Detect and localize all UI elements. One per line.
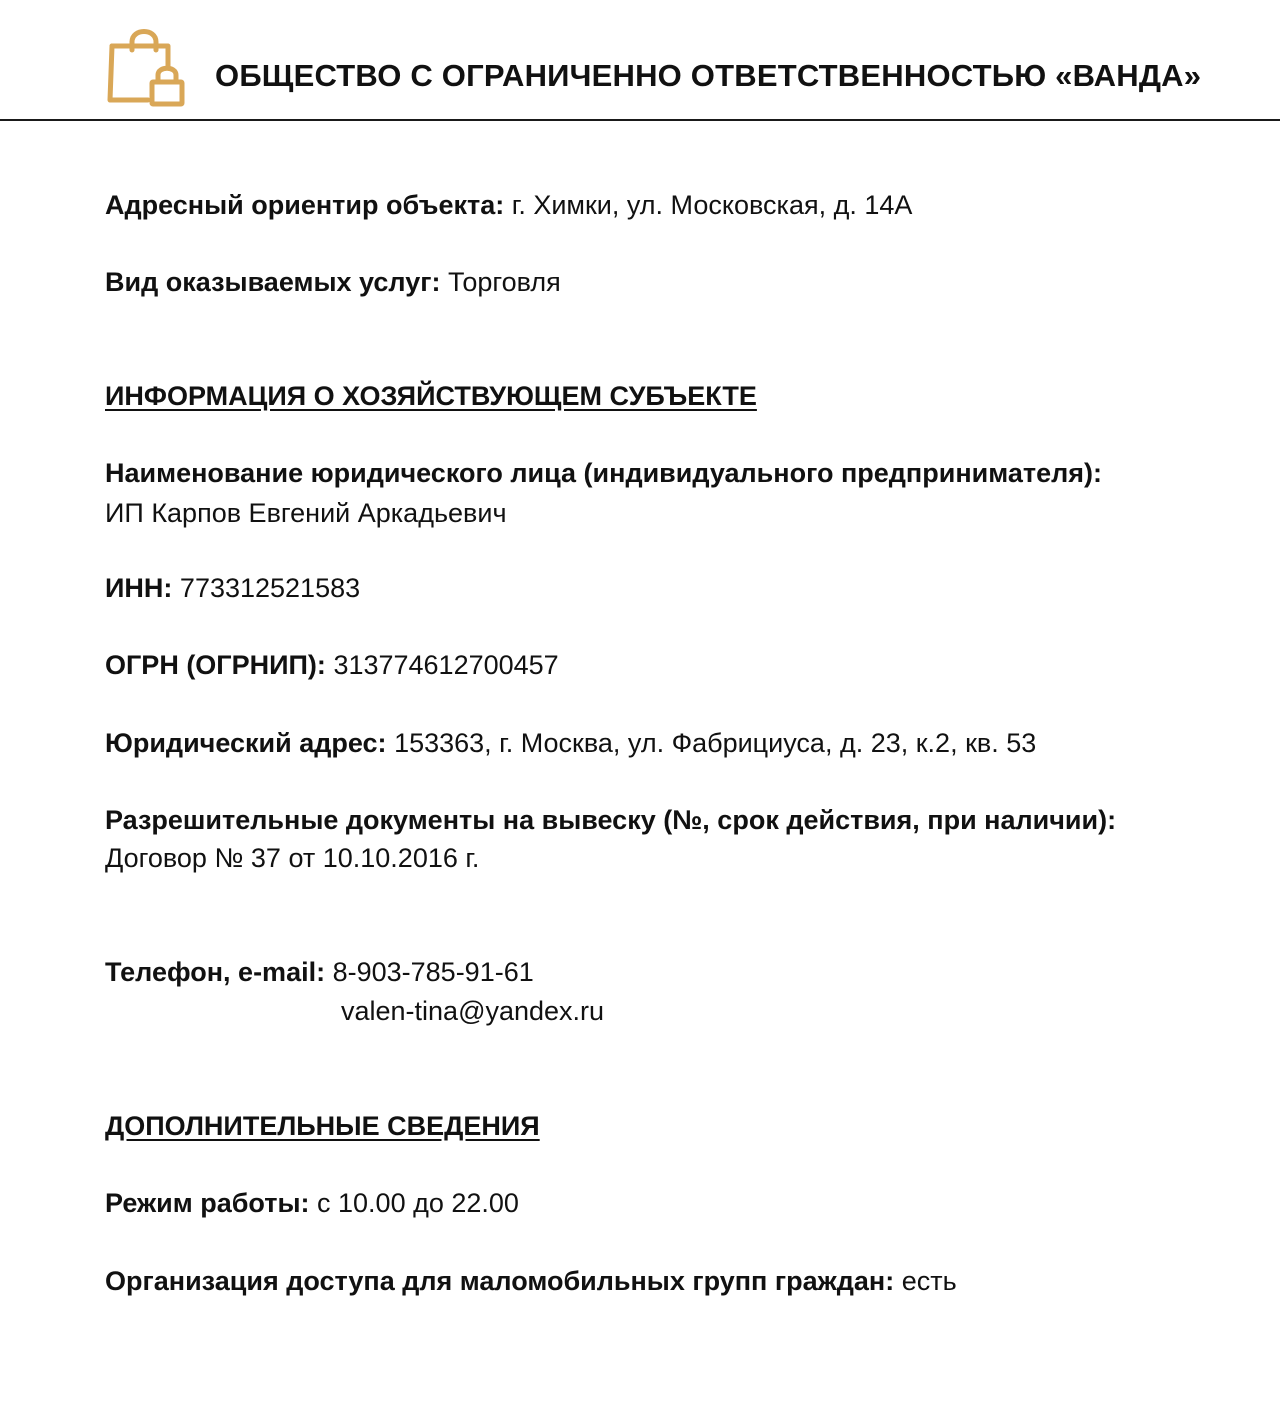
legal-address-value: 153363, г. Москва, ул. Фабрициуса, д. 23, к.2, кв. 53: [394, 728, 1037, 758]
email-value: valen-tina@yandex.ru: [341, 996, 605, 1026]
document-header: [0, 0, 1280, 121]
object-address-label: Адресный ориентир объекта:: [105, 190, 505, 220]
legal-address-row: [105, 724, 1036, 762]
contacts-row: [105, 953, 534, 991]
inn-value: 773312521583: [179, 573, 361, 603]
entity-section-heading: ИНФОРМАЦИЯ О ХОЗЯЙСТВУЮЩЕМ СУБЪЕКТЕ: [105, 381, 757, 411]
accessibility-row: [105, 1262, 957, 1300]
ogrn-value: 313774612700457: [333, 650, 559, 680]
company-title: ОБЩЕСТВО С ОГРАНИЧЕННО ОТВЕТСТВЕННОСТЬЮ «ВАНДА»: [215, 58, 1202, 93]
additional-section-heading: ДОПОЛНИТЕЛЬНЫЕ СВЕДЕНИЯ: [105, 1111, 540, 1141]
inn-row: [105, 569, 360, 607]
service-type-label: Вид оказываемых услуг:: [105, 267, 441, 297]
phone-value: 8-903-785-91-61: [332, 957, 534, 987]
entity-name-value: ИП Карпов Евгений Аркадьевич: [105, 498, 507, 528]
entity-name-label: Наименование юридического лица (индивидуального предпринимателя):: [105, 458, 1102, 488]
working-hours-label: Режим работы:: [105, 1188, 310, 1218]
accessibility-value: есть: [901, 1266, 957, 1296]
contacts-label: Телефон, e-mail:: [105, 957, 326, 987]
ogrn-row: [105, 646, 559, 684]
accessibility-label: Организация доступа для маломобильных групп граждан:: [105, 1266, 895, 1296]
permits-label: Разрешительные документы на вывеску (№, срок действия, при наличии):: [105, 805, 1117, 835]
working-hours-value: с 10.00 до 22.00: [317, 1188, 519, 1218]
legal-address-label: Юридический адрес:: [105, 728, 387, 758]
permits-value: Договор № 37 от 10.10.2016 г.: [105, 843, 480, 873]
ogrn-label: ОГРН (ОГРНИП):: [105, 650, 326, 680]
inn-label: ИНН:: [105, 573, 173, 603]
working-hours-row: [105, 1184, 519, 1222]
object-address-row: [105, 186, 912, 224]
service-type-value: Торговля: [447, 267, 561, 297]
object-address-value: г. Химки, ул. Московская, д. 14А: [511, 190, 913, 220]
service-type-row: [105, 263, 561, 301]
shopping-bag-lock-icon: [104, 20, 188, 108]
